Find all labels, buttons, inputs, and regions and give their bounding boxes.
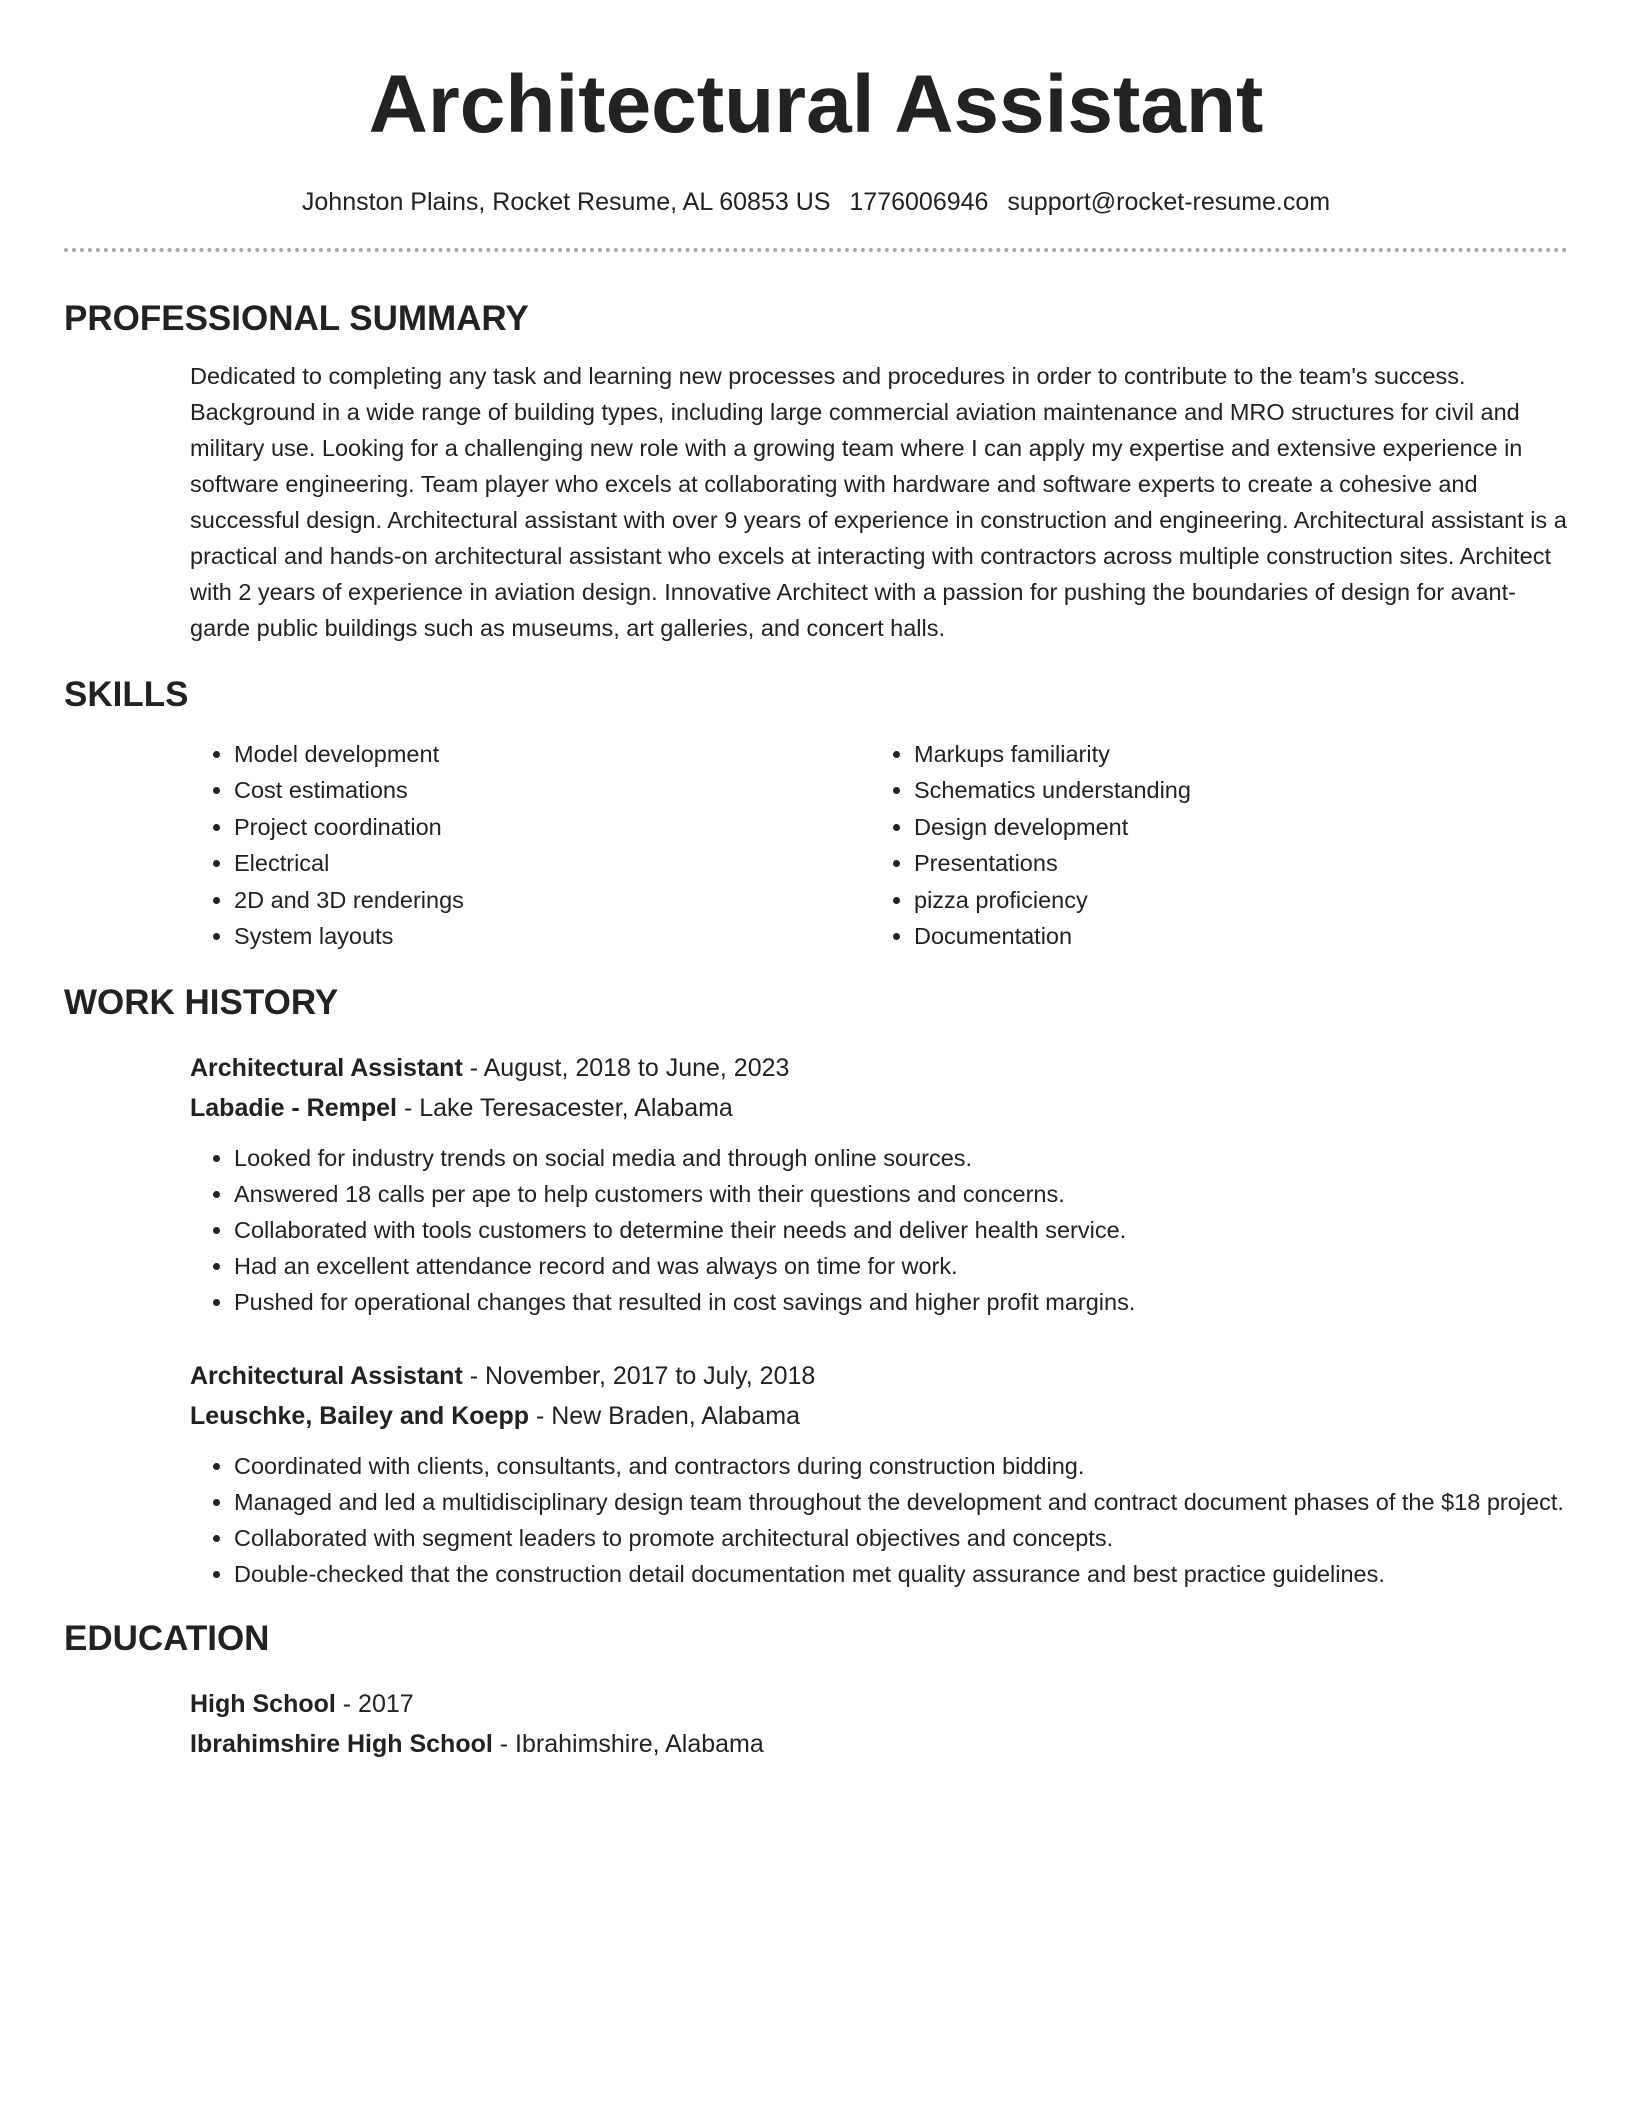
skill-item: • System layouts	[234, 918, 870, 954]
job-duty: • Collaborated with segment leaders to promote architectural objectives and concepts.	[234, 1520, 1568, 1556]
job-role: Architectural Assistant	[190, 1054, 463, 1083]
education-location: - Ibrahimshire, Alabama	[492, 1730, 764, 1759]
summary-heading: PROFESSIONAL SUMMARY	[64, 299, 529, 338]
job-dates: - November, 2017 to July, 2018	[462, 1362, 816, 1391]
skill-item: • Cost estimations	[234, 772, 870, 808]
job-duty: • Managed and led a multidisciplinary design team throughout the development and contract document phases of the $18 project.	[234, 1484, 1568, 1520]
job-dates: - August, 2018 to June, 2023	[462, 1054, 790, 1083]
skills-list	[190, 736, 1568, 954]
job-company: Labadie - Rempel	[190, 1094, 397, 1123]
job-entry	[190, 1048, 1568, 1320]
job-role: Architectural Assistant	[190, 1362, 463, 1391]
skill-item: • 2D and 3D renderings	[234, 882, 870, 918]
job-company-line	[190, 1396, 1568, 1436]
job-company-line	[190, 1088, 1568, 1128]
education-degree: High School	[190, 1690, 336, 1719]
resume-title: Architectural Assistant	[368, 59, 1264, 150]
contact-address: Johnston Plains, Rocket Resume, AL 60853 US	[301, 188, 831, 216]
contact-email: support@rocket-resume.com	[1007, 188, 1331, 216]
job-duty: • Looked for industry trends on social media and through online sources.	[234, 1140, 1568, 1176]
education-year: - 2017	[335, 1690, 414, 1719]
job-company: Leuschke, Bailey and Koepp	[190, 1402, 529, 1431]
job-role-line	[190, 1356, 1568, 1396]
contact-line	[64, 186, 1568, 218]
job-duty: • Coordinated with clients, consultants, and contractors during construction bidding.	[234, 1448, 1568, 1484]
job-role-line	[190, 1048, 1568, 1088]
skill-item: • Presentations	[914, 845, 1550, 881]
job-duties	[190, 1140, 1568, 1320]
job-duty: • Pushed for operational changes that resulted in cost savings and higher profit margins.	[234, 1284, 1568, 1320]
skill-item: • Model development	[234, 736, 870, 772]
job-duty: • Answered 18 calls per ape to help customers with their questions and concerns.	[234, 1176, 1568, 1212]
skill-item: • Schematics understanding	[914, 772, 1550, 808]
job-duty: • Double-checked that the construction detail documentation met quality assurance and best practice guidelines.	[234, 1556, 1568, 1592]
education-degree-line	[190, 1684, 1568, 1724]
skill-item: • Project coordination	[234, 809, 870, 845]
job-duty: • Had an excellent attendance record and was always on time for work.	[234, 1248, 1568, 1284]
skills-column-left	[190, 736, 870, 954]
skill-item: • pizza proficiency	[914, 882, 1550, 918]
skill-item: • Documentation	[914, 918, 1550, 954]
education-school: Ibrahimshire High School	[190, 1730, 493, 1759]
skill-item: • Design development	[914, 809, 1550, 845]
header-divider	[64, 248, 1568, 252]
skill-item: • Electrical	[234, 845, 870, 881]
job-location: - Lake Teresacester, Alabama	[397, 1094, 733, 1123]
job-location: - New Braden, Alabama	[529, 1402, 800, 1431]
summary-text: Dedicated to completing any task and learning new processes and procedures in order to contribute to the team's success. Background in a wide range of building types, including large commercial aviation maintenance and MRO structures for civil and military use. Looking for a challenging new role with a growing team where I can apply my expertise and extensive experience in software engineering. Team player who excels at collaborating with hardware and software experts to create a cohesive and successful design. Architectural assistant with over 9 years of experience in construction and engineering. Architectural assistant is a practical and hands-on architectural assistant who excels at interacting with contractors across multiple construction sites. Architect with 2 years of experience in aviation design. Innovative Architect with a passion for pushing the boundaries of design for avant-garde public buildings such as museums, art galleries, and concert halls.	[190, 363, 1567, 641]
job-duties	[190, 1448, 1568, 1592]
work-history-heading: WORK HISTORY	[64, 983, 339, 1023]
education-heading: EDUCATION	[64, 1619, 270, 1659]
job-entry	[190, 1356, 1568, 1592]
education-entry	[190, 1684, 1568, 1764]
skills-column-right	[870, 736, 1550, 954]
job-duty: • Collaborated with tools customers to determine their needs and deliver health service.	[234, 1212, 1568, 1248]
skills-heading: SKILLS	[64, 675, 189, 714]
education-school-line	[190, 1724, 1568, 1764]
skill-item: • Markups familiarity	[914, 736, 1550, 772]
contact-phone: 1776006946	[849, 188, 989, 216]
